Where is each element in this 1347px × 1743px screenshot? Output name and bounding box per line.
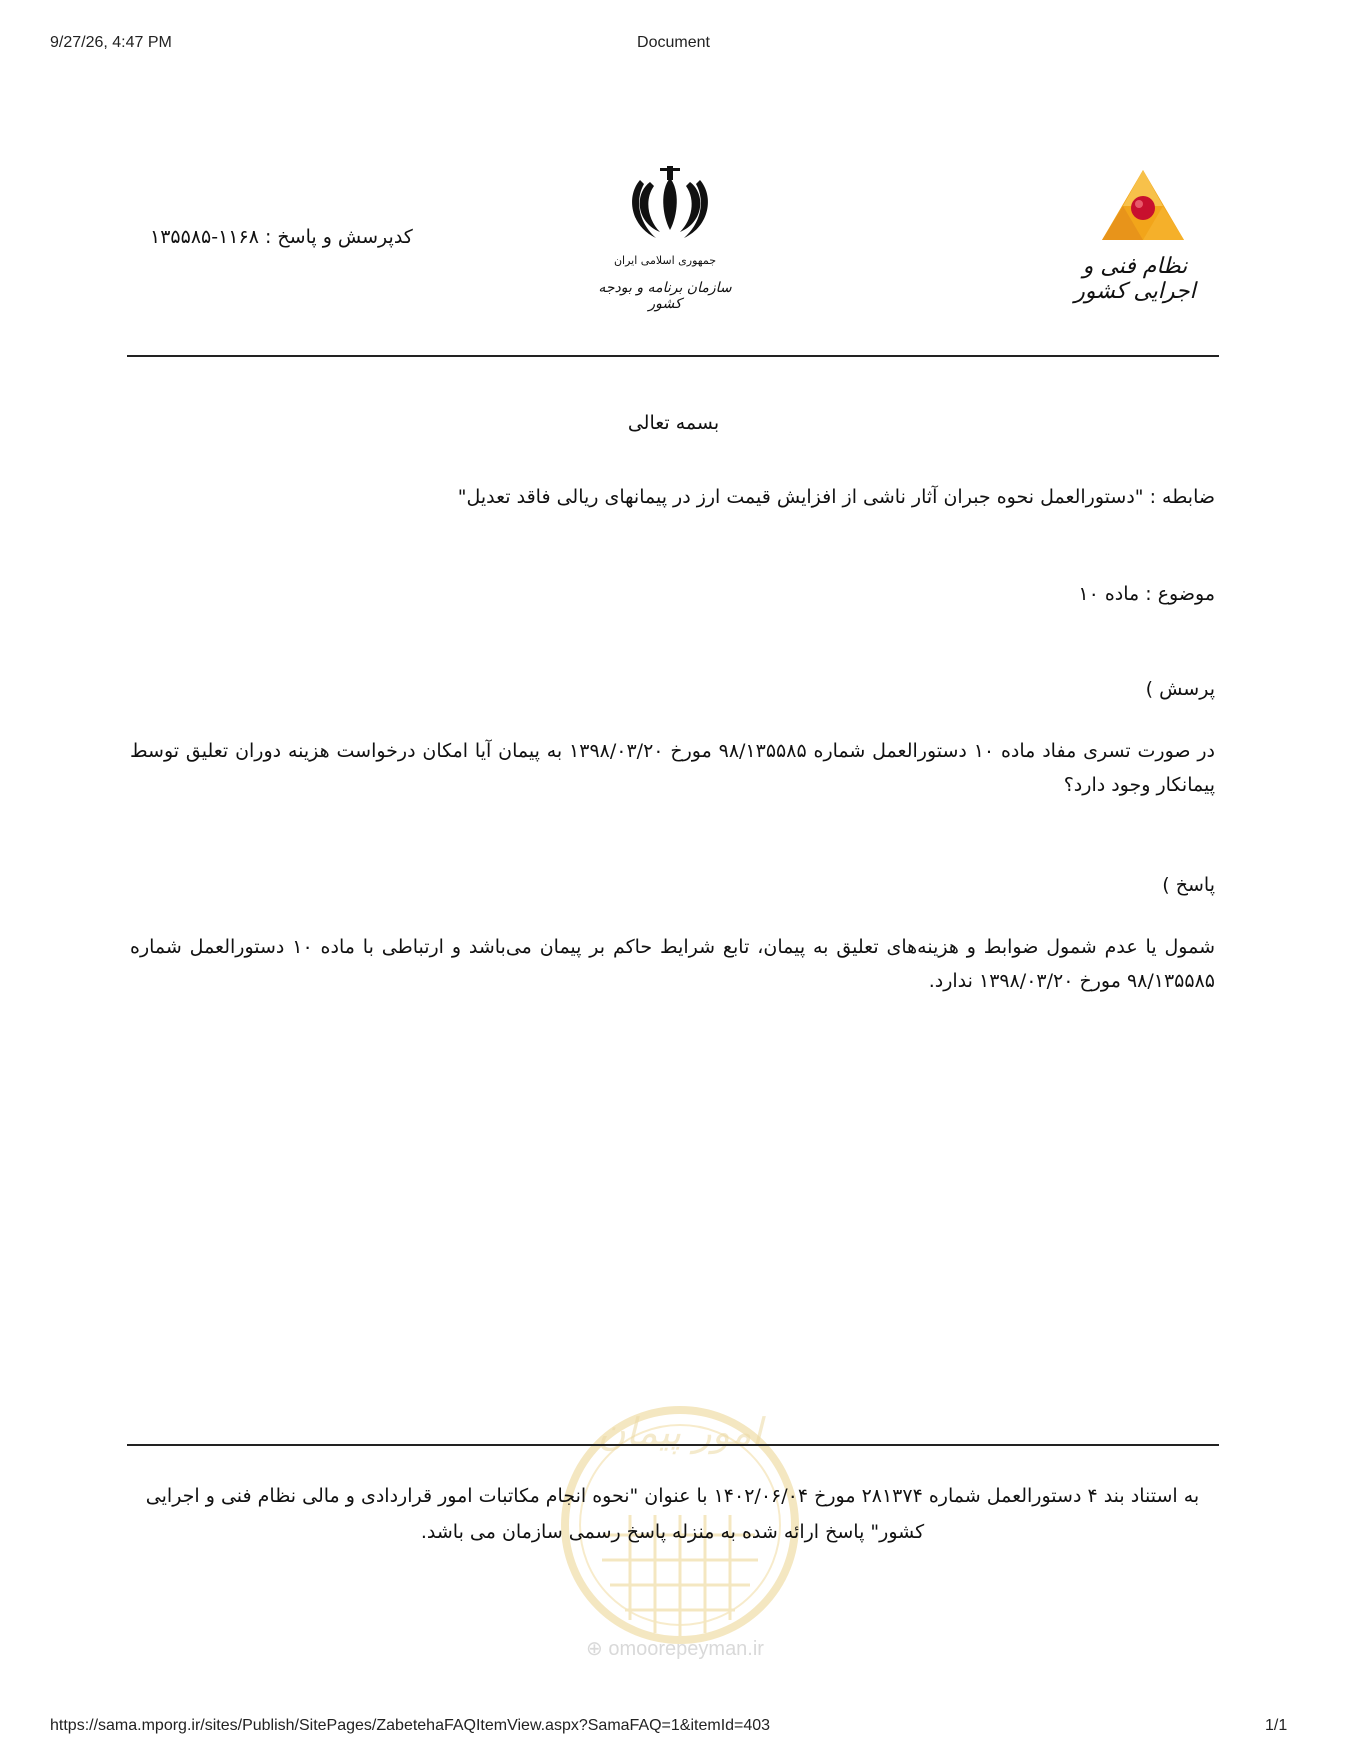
print-url: https://sama.mporg.ir/sites/Publish/SitePages/ZabetehaFAQItemView.aspx?SamaFAQ=1&itemId=403 (50, 1717, 771, 1734)
question-text: در صورت تسری مفاد ماده ۱۰ دستورالعمل شماره ۹۸/۱۳۵۵۸۵ مورخ ۱۳۹۸/۰۳/۲۰ به پیمان آیا امکان درخواست هزینه دوران تعلیق توسط پیمانکار وجود دارد؟ (130, 740, 1216, 796)
print-datetime: 9/27/26, 4:47 PM (50, 34, 172, 51)
watermark-site (565, 1636, 785, 1661)
print-title: Document (637, 34, 710, 51)
watermark-site-icon: ⊕ (586, 1638, 603, 1660)
invocation: بسمه تعالی (627, 412, 720, 434)
national-emblem-icon (620, 160, 720, 260)
footer-divider (127, 1444, 1219, 1446)
answer-text: شمول یا عدم شمول ضوابط و هزینه‌های تعلیق به پیمان، تابع شرایط حاکم بر پیمان می‌باشد و ارتباطی با ماده ۱۰ دستورالعمل شماره ۹۸/۱۳۵۵۸۵ مورخ ۱۳۹۸/۰۳/۲۰ ندارد. (130, 936, 1215, 992)
subject-line: موضوع : ماده ۱۰ (1078, 583, 1215, 605)
question-heading: پرسش ) (1145, 678, 1215, 700)
org-logo (1098, 166, 1188, 246)
print-page-number: 1/1 (1265, 1717, 1288, 1734)
national-emblem (620, 160, 720, 260)
org-logo-icon (1098, 166, 1188, 246)
footer-note: به استناد بند ۴ دستورالعمل شماره ۲۸۱۳۷۴ مورخ ۱۴۰۲/۰۶/۰۴ با عنوان "نحوه انجام مکاتبات امور قراردادی و مالی نظام فنی و اجرایی کشور" پاسخ ارائه شده به منزله پاسخ رسمی سازمان می باشد. (145, 1485, 1200, 1543)
watermark-stamp-text: امور پیمان (597, 1410, 763, 1454)
answer-heading: پاسخ ) (1162, 874, 1215, 896)
regulation-title: ضابطه : "دستورالعمل نحوه جبران آثار ناشی از افزایش قیمت ارز در پیمانهای ریالی فاقد تعدیل" (457, 486, 1215, 508)
emblem-caption-country: جمهوری اسلامی ایران (613, 254, 717, 267)
watermark-site-text: omoorepeyman.ir (608, 1638, 764, 1660)
org-logo-text: نظام فنی و اجرایی کشور (1074, 254, 1196, 304)
emblem-caption-org: سازمان برنامه و بودجه کشور (598, 280, 732, 312)
qa-code-label: کدپرسش و پاسخ : ۱۱۶۸-۱۳۵۵۸۵ (150, 226, 413, 248)
header-divider (127, 355, 1219, 357)
